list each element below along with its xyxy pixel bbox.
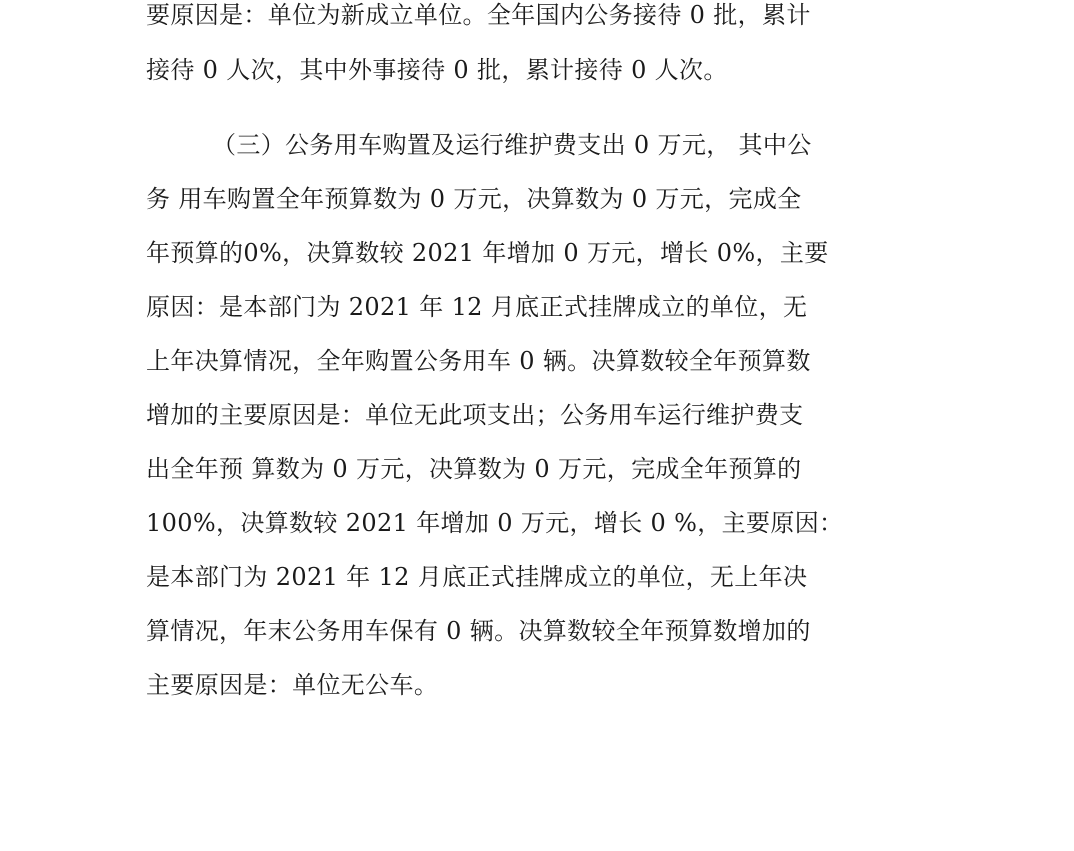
text-line-10: 100%，决算数较 2021 年增加 0 万元，增长 0 %，主要原因： [146,509,844,537]
text-line-5: 年预算的0%，决算数较 2021 年增加 0 万元，增长 0%，主要 [146,239,829,267]
text-line-1: 要原因是：单位为新成立单位。全年国内公务接待 0 批，累计 [146,1,811,29]
text-line-11: 是本部门为 2021 年 12 月底正式挂牌成立的单位，无上年决 [146,563,808,591]
text-line-9: 出全年预 算数为 0 万元，决算数为 0 万元，完成全年预算的 [146,455,802,483]
text-line-7: 上年决算情况，全年购置公务用车 0 辆。决算数较全年预算数 [146,347,811,375]
text-line-4: 务 用车购置全年预算数为 0 万元，决算数为 0 万元，完成全 [146,185,802,213]
text-line-6: 原因：是本部门为 2021 年 12 月底正式挂牌成立的单位，无 [146,293,808,321]
text-line-13: 主要原因是：单位无公车。 [146,671,439,699]
text-line-2: 接待 0 人次，其中外事接待 0 批，累计接待 0 人次。 [146,56,728,84]
paragraph-3-first-line: （三）公务用车购置及运行维护费支出 0 万元， 其中公 [212,131,812,159]
text-line-8: 增加的主要原因是：单位无此项支出；公务用车运行维护费支 [146,401,804,429]
text-line-12: 算情况，年末公务用车保有 0 辆。决算数较全年预算数增加的 [146,617,811,645]
